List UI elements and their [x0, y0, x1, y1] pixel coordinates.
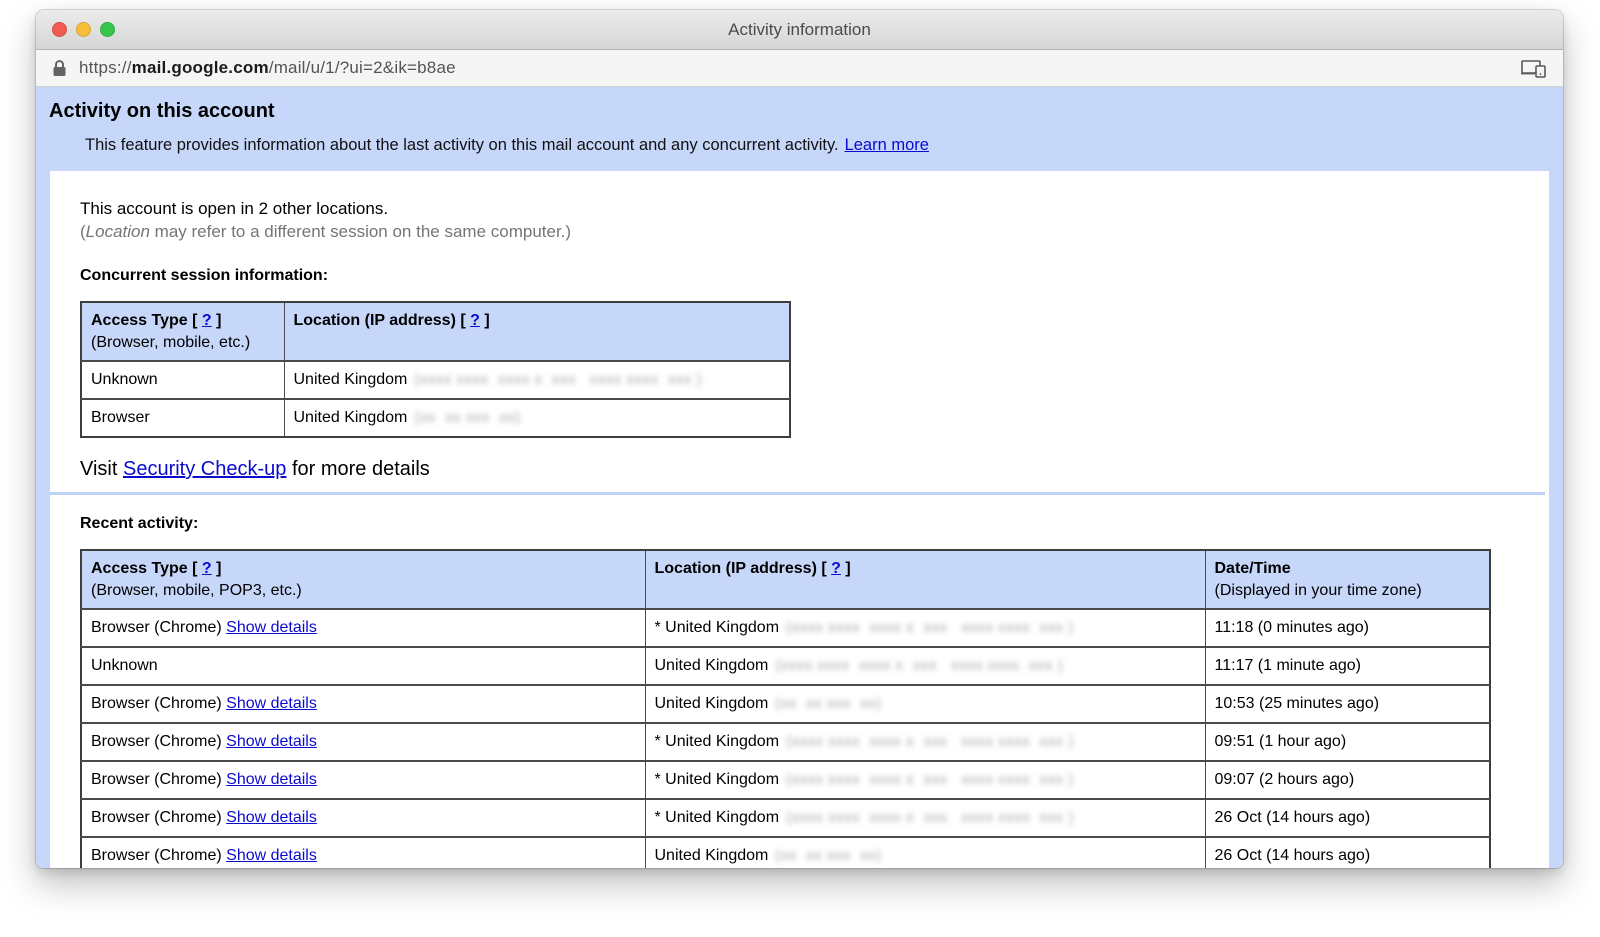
access-type-cell: Unknown	[81, 647, 645, 685]
access-type-cell: Unknown	[81, 361, 284, 399]
table-row	[81, 837, 1490, 868]
address-bar[interactable]	[36, 50, 1563, 87]
recent-activity-heading: Recent activity:	[80, 515, 199, 532]
activity-page	[36, 87, 1563, 868]
concurrent-session-heading: Concurrent session information:	[80, 267, 329, 284]
blurred-ip: (xx xx xxx xx)	[414, 409, 521, 426]
location-cell: United Kingdom (xxxx xxxx xxxx x xxx xxxx xxxx xxx )	[645, 647, 1205, 685]
access-type-cell: Browser (Chrome) Show details	[81, 799, 645, 837]
table-header-row	[81, 550, 1490, 609]
table-row	[81, 799, 1490, 837]
location-cell: United Kingdom (xx xx xxx xx)	[284, 399, 790, 437]
location-cell: * United Kingdom (xxxx xxxx xxxx x xxx xxxx xxxx xxx )	[645, 799, 1205, 837]
table-row	[81, 399, 790, 437]
recent-activity-table	[80, 549, 1491, 868]
show-details-link[interactable]: Show details	[226, 619, 317, 636]
browser-window	[36, 10, 1563, 868]
location-help-link[interactable]: ?	[831, 560, 841, 577]
access-type-help-link[interactable]: ?	[201, 312, 212, 329]
concurrent-session-table	[80, 301, 791, 438]
learn-more-link[interactable]: Learn more	[844, 136, 929, 154]
location-cell: * United Kingdom (xxxx xxxx xxxx x xxx xxxx xxxx xxx )	[645, 723, 1205, 761]
show-details-link[interactable]: Show details	[226, 733, 317, 750]
blurred-ip: (xxxx xxxx xxxx x xxx xxxx xxxx xxx )	[775, 657, 1064, 674]
access-type-cell: Browser (Chrome) Show details	[81, 723, 645, 761]
section-divider	[50, 492, 1545, 495]
location-header: Location (IP address) [ ? ]	[645, 550, 1205, 609]
url-path: /mail/u/1/?ui=2&ik=b8ae	[268, 58, 456, 77]
blurred-ip: (xx xx xxx xx)	[775, 847, 882, 864]
location-cell: * United Kingdom (xxxx xxxx xxxx x xxx xxxx xxxx xxx )	[645, 761, 1205, 799]
location-cell: United Kingdom (xx xx xxx xx)	[645, 685, 1205, 723]
lock-icon[interactable]	[52, 59, 67, 77]
page-description: This feature provides information about the last activity on this mail account and any concurrent activity. Learn more	[85, 136, 929, 154]
devices-icon[interactable]	[1521, 58, 1547, 78]
blurred-ip: (xxxx xxxx xxxx x xxx xxxx xxxx xxx )	[786, 809, 1074, 826]
window-title: Activity information	[728, 19, 871, 39]
access-type-cell: Browser (Chrome) Show details	[81, 761, 645, 799]
datetime-header: Date/Time (Displayed in your time zone)	[1205, 550, 1490, 609]
datetime-cell: 09:51 (1 hour ago)	[1205, 723, 1490, 761]
show-details-link[interactable]: Show details	[226, 695, 317, 712]
table-header-row	[81, 302, 790, 361]
access-type-cell: Browser (Chrome) Show details	[81, 685, 645, 723]
url-text[interactable]	[79, 58, 456, 78]
access-type-help-link[interactable]: ?	[201, 560, 212, 577]
datetime-cell: 11:17 (1 minute ago)	[1205, 647, 1490, 685]
blurred-ip: (xxxx xxxx xxxx x xxx xxxx xxxx xxx )	[786, 771, 1074, 788]
access-type-cell: Browser	[81, 399, 284, 437]
show-details-link[interactable]: Show details	[226, 771, 317, 788]
location-cell: United Kingdom (xxxx xxxx xxxx x xxx xxxx xxxx xxx )	[284, 361, 790, 399]
datetime-cell: 09:07 (2 hours ago)	[1205, 761, 1490, 799]
blurred-ip: (xx xx xxx xx)	[775, 695, 882, 712]
security-checkup-link[interactable]: Security Check-up	[122, 458, 287, 480]
url-protocol: https://	[79, 58, 132, 77]
datetime-cell: 11:18 (0 minutes ago)	[1205, 609, 1490, 647]
location-cell: United Kingdom (xx xx xxx xx)	[645, 837, 1205, 868]
page-title: Activity on this account	[49, 100, 275, 122]
access-type-header: Access Type [ ? ] (Browser, mobile, etc.)	[81, 302, 284, 361]
datetime-cell: 10:53 (25 minutes ago)	[1205, 685, 1490, 723]
location-help-link[interactable]: ?	[470, 312, 480, 329]
location-cell: * United Kingdom (xxxx xxxx xxxx x xxx xxxx xxxx xxx )	[645, 609, 1205, 647]
open-locations-text: This account is open in 2 other locations.	[80, 199, 389, 218]
table-row	[81, 761, 1490, 799]
datetime-cell: 26 Oct (14 hours ago)	[1205, 799, 1490, 837]
access-type-cell: Browser (Chrome) Show details	[81, 837, 645, 868]
blurred-ip: (xxxx xxxx xxxx x xxx xxxx xxxx xxx )	[786, 619, 1074, 636]
table-row	[81, 361, 790, 399]
table-row	[81, 723, 1490, 761]
access-type-cell: Browser (Chrome) Show details	[81, 609, 645, 647]
access-type-header: Access Type [ ? ] (Browser, mobile, POP3, etc.)	[81, 550, 645, 609]
security-checkup-line: Visit Security Check-up for more details	[80, 458, 430, 480]
show-details-link[interactable]: Show details	[226, 847, 317, 864]
location-note-text: (Location may refer to a different session on the same computer.)	[80, 222, 572, 241]
table-row	[81, 685, 1490, 723]
show-details-link[interactable]: Show details	[226, 809, 317, 826]
table-row	[81, 647, 1490, 685]
blurred-ip: (xxxx xxxx xxxx x xxx xxxx xxxx xxx )	[786, 733, 1074, 750]
blurred-ip: (xxxx xxxx xxxx x xxx xxxx xxxx xxx )	[414, 371, 703, 388]
page-header	[36, 87, 1563, 171]
window-title-bar[interactable]	[36, 10, 1563, 50]
location-header: Location (IP address) [ ? ]	[284, 302, 790, 361]
datetime-cell: 26 Oct (14 hours ago)	[1205, 837, 1490, 868]
url-domain: mail.google.com	[131, 58, 269, 77]
table-row	[81, 609, 1490, 647]
content-panel	[50, 171, 1549, 868]
